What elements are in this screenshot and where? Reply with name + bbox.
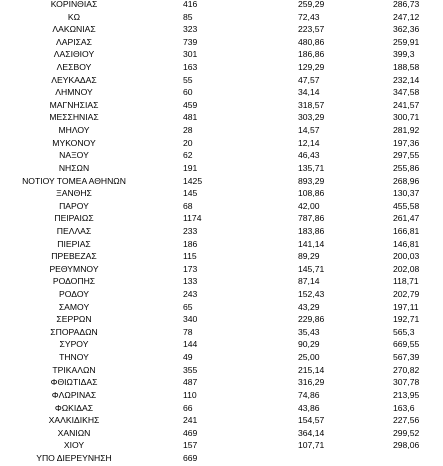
cases-cell: 323 bbox=[183, 24, 198, 35]
table-row bbox=[0, 288, 443, 301]
region-name-cell: ΣΕΡΡΩΝ bbox=[56, 314, 92, 325]
cases-cell: 241 bbox=[183, 415, 198, 426]
value-b-cell: 202,08 bbox=[393, 263, 420, 274]
cases-cell: 68 bbox=[183, 200, 193, 211]
value-a-cell: 145,71 bbox=[298, 263, 325, 274]
cases-cell: 49 bbox=[183, 352, 193, 363]
cases-cell: 144 bbox=[183, 339, 198, 350]
cases-cell: 469 bbox=[183, 427, 198, 438]
value-a-cell: 34,14 bbox=[298, 87, 320, 98]
region-name-cell: ΦΩΚΙΔΑΣ bbox=[54, 402, 94, 413]
table-row bbox=[0, 11, 443, 24]
value-a-cell: 129,29 bbox=[298, 62, 325, 73]
region-name-cell: ΛΕΣΒΟΥ bbox=[56, 62, 92, 73]
value-b-cell: 669,55 bbox=[393, 339, 420, 350]
cases-cell: 481 bbox=[183, 112, 198, 123]
value-a-cell: 46,43 bbox=[298, 150, 320, 161]
value-a-cell: 183,86 bbox=[298, 225, 325, 236]
value-b-cell: 455,58 bbox=[393, 200, 420, 211]
value-a-cell: 25,00 bbox=[298, 352, 320, 363]
region-name-cell: ΠΙΕΡΙΑΣ bbox=[57, 238, 91, 249]
cases-cell: 416 bbox=[183, 0, 198, 9]
value-a-cell: 35,43 bbox=[298, 326, 320, 337]
table-row bbox=[0, 61, 443, 74]
value-b-cell: 259,91 bbox=[393, 36, 420, 47]
value-a-cell: 42,00 bbox=[298, 200, 320, 211]
value-a-cell: 43,29 bbox=[298, 301, 320, 312]
value-a-cell: 229,86 bbox=[298, 314, 325, 325]
table-row bbox=[0, 338, 443, 351]
region-name-cell: ΥΠΟ ΔΙΕΡΕΥΝΗΣΗ bbox=[36, 452, 112, 463]
table-row bbox=[0, 326, 443, 339]
value-b-cell: 347,58 bbox=[393, 87, 420, 98]
value-b-cell: 118,71 bbox=[393, 276, 419, 287]
value-b-cell: 192,71 bbox=[393, 314, 420, 325]
region-name-cell: ΜΕΣΣΗΝΙΑΣ bbox=[49, 112, 99, 123]
region-name-cell: ΧΑΛΚΙΔΙΚΗΣ bbox=[48, 415, 100, 426]
table-row bbox=[0, 250, 443, 263]
value-a-cell: 215,14 bbox=[298, 364, 325, 375]
region-name-cell: ΣΑΜΟΥ bbox=[58, 301, 90, 312]
region-name-cell: ΣΠΟΡΑΔΩΝ bbox=[50, 326, 98, 337]
region-name-cell: ΡΟΔΟΥ bbox=[59, 289, 89, 300]
table-row bbox=[0, 200, 443, 213]
table-row bbox=[0, 212, 443, 225]
table-row bbox=[0, 0, 443, 11]
value-b-cell: 200,03 bbox=[393, 251, 420, 262]
value-b-cell: 166,81 bbox=[393, 225, 420, 236]
table-row bbox=[0, 301, 443, 314]
table-row bbox=[0, 376, 443, 389]
region-name-cell: ΧΙΟΥ bbox=[63, 440, 85, 451]
value-a-cell: 90,29 bbox=[298, 339, 320, 350]
value-b-cell: 197,36 bbox=[393, 137, 420, 148]
value-a-cell: 364,14 bbox=[298, 427, 325, 438]
value-a-cell: 108,86 bbox=[298, 188, 325, 199]
table-row bbox=[0, 48, 443, 61]
region-name-cell: ΛΑΚΩΝΙΑΣ bbox=[52, 24, 96, 35]
value-a-cell: 135,71 bbox=[298, 162, 325, 173]
value-a-cell: 787,86 bbox=[298, 213, 325, 224]
table-row bbox=[0, 414, 443, 427]
value-b-cell: 286,73 bbox=[393, 0, 420, 9]
cases-cell: 186 bbox=[183, 238, 198, 249]
table-row bbox=[0, 23, 443, 36]
value-a-cell: 316,29 bbox=[298, 377, 325, 388]
cases-cell: 1425 bbox=[183, 175, 203, 186]
value-b-cell: 188,58 bbox=[393, 62, 420, 73]
value-b-cell: 299,52 bbox=[393, 427, 420, 438]
table-row bbox=[0, 99, 443, 112]
region-name-cell: ΡΟΔΟΠΗΣ bbox=[52, 276, 96, 287]
table-row bbox=[0, 263, 443, 276]
table-row bbox=[0, 313, 443, 326]
value-a-cell bbox=[248, 452, 351, 465]
region-name-cell: ΛΕΥΚΑΔΑΣ bbox=[51, 74, 97, 85]
value-b-cell: 130,37 bbox=[393, 188, 420, 199]
value-b-cell bbox=[351, 452, 443, 465]
value-b-cell: 227,56 bbox=[393, 415, 420, 426]
value-a-cell: 107,71 bbox=[298, 440, 325, 451]
value-b-cell: 232,14 bbox=[393, 74, 420, 85]
value-a-cell: 141,14 bbox=[298, 238, 325, 249]
region-name-cell: ΦΘΙΩΤΙΔΑΣ bbox=[50, 377, 98, 388]
value-a-cell: 72,43 bbox=[298, 11, 320, 22]
cases-cell: 145 bbox=[183, 188, 198, 199]
table-row bbox=[0, 439, 443, 452]
value-a-cell: 259,29 bbox=[298, 0, 325, 9]
value-a-cell: 12,14 bbox=[298, 137, 320, 148]
value-a-cell: 43,86 bbox=[298, 402, 320, 413]
value-b-cell: 247,12 bbox=[393, 11, 420, 22]
cases-cell: 85 bbox=[183, 11, 193, 22]
table-row bbox=[0, 452, 443, 465]
value-b-cell: 281,92 bbox=[393, 125, 420, 136]
region-name-cell: ΠΑΡΟΥ bbox=[59, 200, 89, 211]
value-a-cell: 47,57 bbox=[298, 74, 320, 85]
cases-cell: 157 bbox=[183, 440, 198, 451]
region-name-cell: ΛΑΡΙΣΑΣ bbox=[56, 36, 92, 47]
cases-cell: 115 bbox=[183, 251, 197, 262]
region-name-cell: ΜΗΛΟΥ bbox=[58, 125, 90, 136]
cases-cell: 340 bbox=[183, 314, 198, 325]
value-b-cell: 202,79 bbox=[393, 289, 420, 300]
table-row bbox=[0, 364, 443, 377]
region-name-cell: ΣΥΡΟΥ bbox=[59, 339, 89, 350]
value-b-cell: 362,36 bbox=[393, 24, 420, 35]
region-name-cell: ΡΕΘΥΜΝΟΥ bbox=[49, 263, 99, 274]
table-row bbox=[0, 124, 443, 137]
value-a-cell: 318,57 bbox=[298, 99, 325, 110]
value-b-cell: 241,57 bbox=[393, 99, 420, 110]
value-b-cell: 163,6 bbox=[393, 402, 415, 413]
region-name-cell: ΝΟΤΙΟΥ ΤΟΜΕΑ ΑΘΗΝΩΝ bbox=[22, 175, 126, 186]
region-name-cell: ΠΕΙΡΑΙΩΣ bbox=[54, 213, 94, 224]
cases-cell: 65 bbox=[183, 301, 193, 312]
region-name-cell: ΞΑΝΘΗΣ bbox=[56, 188, 92, 199]
region-name-cell: ΝΗΣΩΝ bbox=[58, 162, 90, 173]
table-row bbox=[0, 175, 443, 188]
table-row bbox=[0, 389, 443, 402]
region-name-cell: ΜΥΚΟΝΟΥ bbox=[52, 137, 96, 148]
value-a-cell: 154,57 bbox=[298, 415, 325, 426]
cases-cell: 62 bbox=[183, 150, 193, 161]
table-row bbox=[0, 225, 443, 238]
cases-cell: 355 bbox=[183, 364, 198, 375]
region-name-cell: ΧΑΝΙΩΝ bbox=[57, 427, 91, 438]
cases-cell: 1174 bbox=[183, 213, 202, 224]
value-a-cell: 89,29 bbox=[298, 251, 320, 262]
region-name-cell: ΛΑΣΙΘΙΟΥ bbox=[53, 49, 95, 60]
cases-cell: 459 bbox=[183, 99, 198, 110]
cases-cell: 78 bbox=[183, 326, 193, 337]
cases-cell: 20 bbox=[183, 137, 193, 148]
region-name-cell: ΤΡΙΚΑΛΩΝ bbox=[52, 364, 96, 375]
value-b-cell: 297,55 bbox=[393, 150, 420, 161]
table-row bbox=[0, 137, 443, 150]
value-b-cell: 268,96 bbox=[393, 175, 420, 186]
value-a-cell: 223,57 bbox=[298, 24, 325, 35]
cases-cell: 233 bbox=[183, 225, 198, 236]
region-name-cell: ΚΟΡΙΝΘΙΑΣ bbox=[50, 0, 98, 9]
region-name-cell: ΚΩ bbox=[67, 11, 81, 22]
value-b-cell: 567,39 bbox=[393, 352, 420, 363]
cases-cell: 487 bbox=[183, 377, 198, 388]
cases-cell: 163 bbox=[183, 62, 198, 73]
table-row bbox=[0, 238, 443, 251]
table-row bbox=[0, 351, 443, 364]
cases-cell: 669 bbox=[183, 452, 198, 463]
value-b-cell: 565,3 bbox=[393, 326, 415, 337]
cases-cell: 739 bbox=[183, 36, 198, 47]
value-a-cell: 303,29 bbox=[298, 112, 325, 123]
value-b-cell: 399,3 bbox=[393, 49, 415, 60]
value-b-cell: 270,82 bbox=[393, 364, 420, 375]
value-b-cell: 213,95 bbox=[393, 389, 420, 400]
cases-cell: 110 bbox=[183, 389, 197, 400]
region-name-cell: ΜΑΓΝΗΣΙΑΣ bbox=[49, 99, 99, 110]
cases-cell: 301 bbox=[183, 49, 198, 60]
value-a-cell: 14,57 bbox=[298, 125, 320, 136]
region-name-cell: ΝΑΞΟΥ bbox=[59, 150, 89, 161]
value-b-cell: 300,71 bbox=[393, 112, 420, 123]
cases-cell: 55 bbox=[183, 74, 193, 85]
cases-cell: 133 bbox=[183, 276, 198, 287]
region-name-cell: ΤΗΝΟΥ bbox=[59, 352, 89, 363]
value-a-cell: 893,29 bbox=[298, 175, 325, 186]
value-a-cell: 152,43 bbox=[298, 289, 325, 300]
table-row bbox=[0, 402, 443, 415]
value-b-cell: 197,11 bbox=[393, 301, 419, 312]
cases-cell: 60 bbox=[183, 87, 193, 98]
value-a-cell: 74,86 bbox=[298, 389, 320, 400]
region-name-cell: ΠΡΕΒΕΖΑΣ bbox=[51, 251, 97, 262]
region-name-cell: ΦΛΩΡΙΝΑΣ bbox=[51, 389, 97, 400]
value-b-cell: 255,86 bbox=[393, 162, 420, 173]
cases-cell: 66 bbox=[183, 402, 193, 413]
region-name-cell: ΠΕΛΛΑΣ bbox=[56, 225, 92, 236]
cases-cell: 243 bbox=[183, 289, 198, 300]
table-row bbox=[0, 111, 443, 124]
region-name-cell: ΛΗΜΝΟΥ bbox=[55, 87, 93, 98]
value-b-cell: 146,81 bbox=[393, 238, 420, 249]
table-row bbox=[0, 162, 443, 175]
value-b-cell: 298,06 bbox=[393, 440, 420, 451]
table-row bbox=[0, 187, 443, 200]
value-b-cell: 261,47 bbox=[393, 213, 420, 224]
table-row bbox=[0, 86, 443, 99]
cases-cell: 191 bbox=[183, 162, 198, 173]
table-row bbox=[0, 427, 443, 440]
value-b-cell: 307,78 bbox=[393, 377, 420, 388]
table-row bbox=[0, 275, 443, 288]
table-row bbox=[0, 149, 443, 162]
value-a-cell: 480,86 bbox=[298, 36, 325, 47]
cases-cell: 173 bbox=[183, 263, 198, 274]
table-row bbox=[0, 74, 443, 87]
value-a-cell: 186,86 bbox=[298, 49, 325, 60]
cases-cell: 28 bbox=[183, 125, 193, 136]
value-a-cell: 87,14 bbox=[298, 276, 320, 287]
table-row bbox=[0, 36, 443, 49]
